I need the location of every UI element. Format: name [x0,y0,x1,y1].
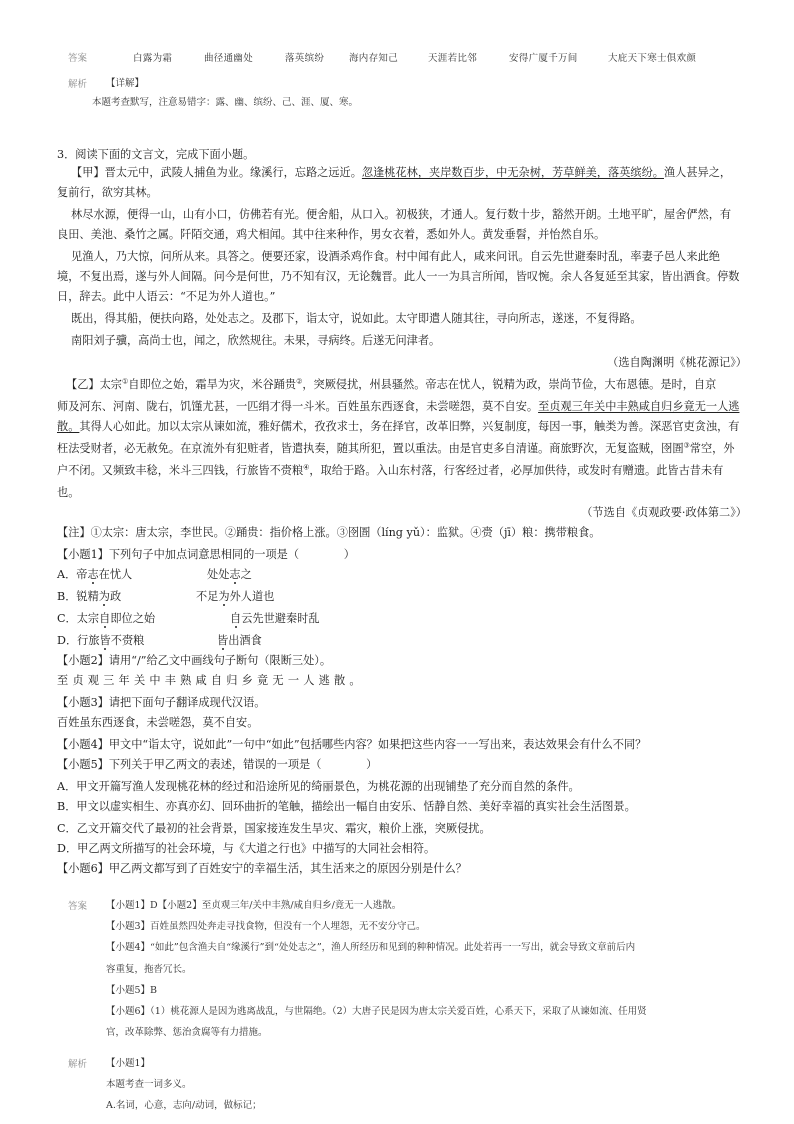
q5-option: B．甲文以虚实相生、亦真亦幻、回环曲折的笔触，描绘出一幅自由安乐、恬静自然、美好幸福的真实社会生活图景。 [57,800,636,813]
q5-option: C．乙文开篇交代了最初的社会背景，国家接连发生旱灾、霜灾，粮价上涨，突厥侵扰。 [57,822,491,835]
q1-stem: 【小题1】下列句子中加点词意思相同的一项是（ ） [57,548,355,561]
jia-line: 既出，得其船，便扶向路，处处志之。及郡下，诣太守，说如此。太守即遣人随其往，寻向所志，遂迷，不复得路。 [71,312,642,325]
answer-line: 【小题5】B [106,985,158,996]
analysis-tag: 解析 [68,1059,88,1070]
answer-item: 落英缤纷 [285,53,325,64]
yi-line: 师及河东、河南、陇右，饥馑尤甚，一匹绢才得一斗米。百姓虽东西逐食，未尝嗟怨，莫不自安。至贞观三年关中丰熟咸自归乡竟无一人逃 [57,400,740,413]
answer-line: 官，改革除弊、惩治贪腐等有力措施。 [106,1027,268,1038]
jia-line: 良田、美池、桑竹之属。阡陌交通，鸡犬相闻。其中往来种作，男女衣着，悉如外人。黄发垂髫，并怡然自乐。 [57,228,606,241]
jia-line: 【甲】晋太元中，武陵人捕鱼为业。缘溪行，忘路之远近。忽逢桃花林，夹岸数百步，中无杂树，芳草鲜美，落英缤纷。渔人甚异之， [71,166,732,179]
yi-line: 户不闭。又频致丰稔，米斗三四钱，行旅皆不赍粮④，取给于路。入山东村落，行客经过者，必厚加供待，或发时有赠遗。此皆古昔未有 [57,463,724,477]
q3-stem: 【小题3】请把下面句子翻译成现代汉语。 [57,696,266,709]
analysis-tag: 解析 [68,79,88,90]
note: 【注】①太宗：唐太宗，李世民。②踊贵：指价格上涨。③囹圄（líng yǔ）：监狱。④赍（jī）粮：携带粮食。 [57,526,601,539]
yi-underlined: 至贞观三年关中丰熟咸自归乡竟无一人逃 [538,400,740,413]
question-intro: 3．阅读下面的文言文，完成下面小题。 [57,148,255,161]
analysis-line: 本题考查一词多义。 [106,1079,192,1090]
q5-stem: 【小题5】下列关于甲乙两文的表述，错误的一项是（ ） [57,758,378,771]
answer-item: 曲径通幽处 [204,53,254,64]
jia-line: 复前行，欲穷其林。 [57,186,158,199]
q2-line: 至贞观三年关中丰熟咸自归乡竟无一人逃散。 [57,674,365,687]
answer-item: 白露为霜 [133,53,173,64]
q4-stem: 【小题4】甲文中“诣太守，说如此”一句中“如此”包括哪些内容？如果把这些内容一一写出来，表达效果会有什么不同？ [57,738,647,751]
answer-line: 【小题3】百姓虽然四处奔走寻找食物，但没有一个人埋怨，无不安分守己。 [106,921,426,932]
jia-line: 日，辞去。此中人语云：“不足为外人道也。” [57,290,276,303]
q6-stem: 【小题6】甲乙两文都写到了百姓安宁的幸福生活，其生活来之的原因分别是什么？ [57,862,467,875]
analysis-heading: 【详解】 [106,78,145,89]
yi-source: （节选自《贞观政要·政体第二》） [581,506,747,519]
jia-line: 林尽水源，便得一山，山有小口，仿佛若有光。便舍船，从口入。初极狭，才通人。复行数十步，豁然开朗。土地平旷，屋舍俨然，有 [71,208,732,221]
answer-line: 【小题1】D【小题2】至贞观三年/关中丰熟/咸自归乡/竟无一人逃散。 [106,900,402,911]
answer-item: 天涯若比邻 [428,53,478,64]
answer-item: 安得广厦千万间 [509,53,578,64]
jia-line: 见渔人，乃大惊，问所从来。具答之。便要还家，设酒杀鸡作食。村中闻有此人，咸来问讯。自云先世避秦时乱，率妻子邑人来此绝 [71,250,720,263]
jia-source: （选自陶渊明《桃花源记》） [607,356,747,369]
yi-line: 也。 [57,486,80,499]
yi-line: 枉法受财者，必无赦免。在京流外有犯赃者，皆遣执奏，随其所犯，置以重法。由是官吏多自清谨。商旅野次，无复盗贼，囹圄③常空，外 [57,441,735,455]
analysis-text: 本题考查默写，注意易错字：露、幽、缤纷、己、涯、厦、寒。 [92,97,359,108]
jia-line: 境，不复出焉，遂与外人间隔。问今是何世，乃不知有汉，无论魏晋。此人一一为具言所闻，皆叹惋。余人各复延至其家，皆出酒食。停数 [57,270,740,283]
answer-tag: 答案 [68,53,88,64]
q5-option: A．甲文开篇写渔人发现桃花林的经过和沿途所见的绮丽景色，为桃花源的出现铺垫了充分而自然的条件。 [57,780,580,793]
answer-line: 容重复，拖沓冗长。 [106,964,192,975]
yi-line: 散。其得人心如此。加以太宗从谏如流，雅好儒术，孜孜求士，务在择官，改革旧弊，兴复制度，每因一事，触类为善。深恶官吏贪浊，有 [57,420,740,433]
yi-line: 【乙】太宗①自即位之始，霜旱为灾，米谷踊贵②，突厥侵扰，州县骚然。帝志在忧人，锐精为政，崇尚节俭，大布恩德。是时，自京 [66,377,717,391]
analysis-line: 【小题1】 [106,1058,151,1069]
analysis-line: A.名词，心意，志向/动词，做标记； [106,1100,262,1111]
answer-item: 大庇天下寒士俱欢颜 [608,53,697,64]
answer-item: 海内存知己 [349,53,399,64]
q5-option: D．甲乙两文所描写的社会环境，与《大道之行也》中描写的大同社会相符。 [57,842,436,855]
answers-tag: 答案 [68,901,88,912]
jia-underlined: 忽逢桃花林，夹岸数百步，中无杂树，芳草鲜美，落英缤纷。 [361,166,664,179]
answer-line: 【小题6】（1）桃花源人是因为逃离战乱，与世隔绝。（2）大唐子民是因为唐太宗关爱百姓，心系天下，采取了从谏如流、任用贤 [106,1006,647,1017]
q2-stem: 【小题2】请用“/”给乙文中画线句子断句（限断三处）。 [57,654,332,667]
yi-underlined: 散。 [57,420,80,433]
answer-line: 【小题4】“如此”包含渔夫自“缘溪行”到“处处志之”，渔人所经历和见到的种种情况。此处若再一一写出，就会导致文章前后内 [106,942,636,953]
jia-line: 南阳刘子骥，高尚士也，闻之，欣然规往。未果，寻病终。后遂无问津者。 [71,334,441,347]
q3-line: 百姓虽东西逐食，未尝嗟怨，莫不自安。 [57,716,259,729]
